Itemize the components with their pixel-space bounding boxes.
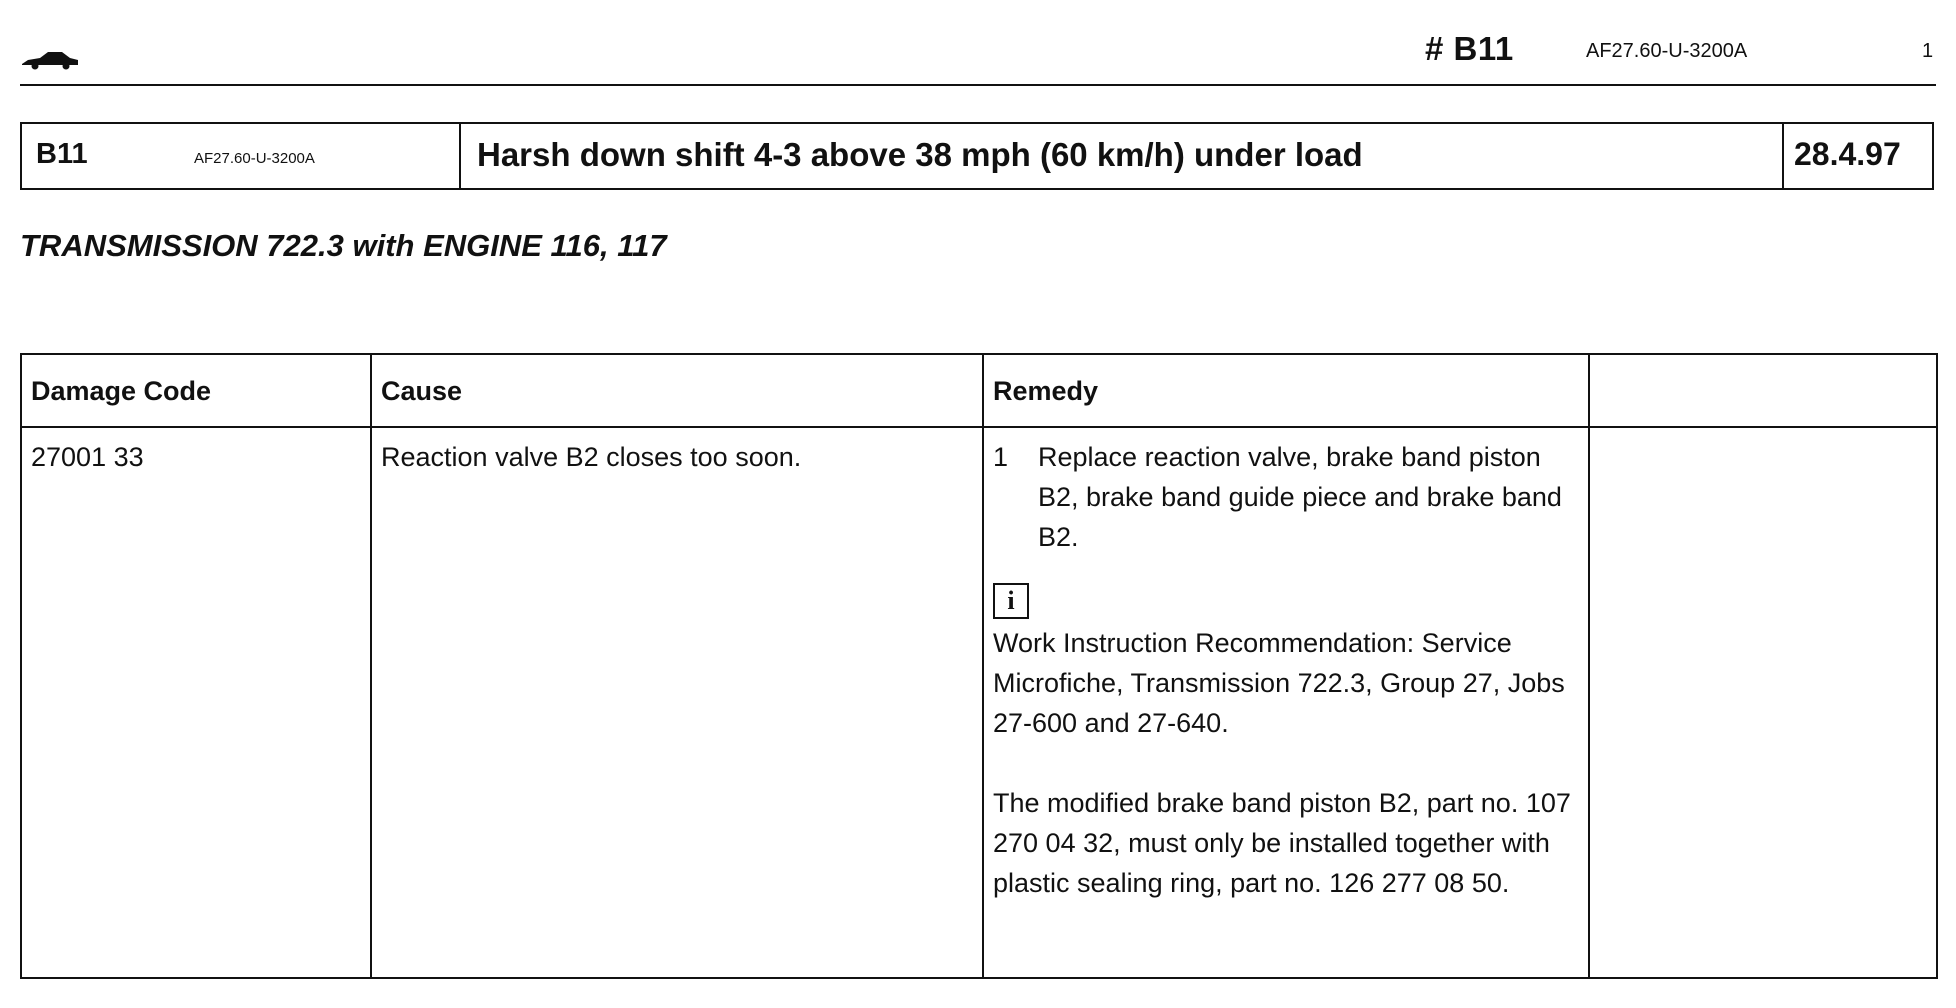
damage-table <box>20 353 1938 979</box>
column-header-damage-code: Damage Code <box>21 354 371 427</box>
column-header-remedy: Remedy <box>983 354 1589 427</box>
column-header-cause: Cause <box>371 354 983 427</box>
remedy-note: The modified brake band piston B2, part no. 107 270 04 32, must only be installed together with plastic sealing ring, part no. 126 277 08 50. <box>993 788 1571 898</box>
header-rule <box>20 84 1936 86</box>
transmission-subheading: TRANSMISSION 722.3 with ENGINE 116, 117 <box>20 228 667 263</box>
table-row <box>21 427 1937 978</box>
car-icon <box>20 48 80 72</box>
remedy-cell <box>983 427 1589 978</box>
remedy-step-number: 1 <box>993 442 1009 472</box>
header-reference: AF27.60-U-3200A <box>1586 40 1748 62</box>
page-number: 1 <box>1922 40 1934 62</box>
title-box-divider <box>1782 124 1784 188</box>
blank-cell <box>1589 427 1937 978</box>
column-header-blank <box>1589 354 1937 427</box>
damage-code-cell: 27001 33 <box>21 427 371 978</box>
work-instruction-recommendation: Work Instruction Recommendation: Service Microfiche, Transmission 722.3, Group 27, Jobs 27-600 and 27-640. <box>993 628 1565 738</box>
remedy-step-text: Replace reaction valve, brake band piston B2, brake band guide piece and brake band B2. <box>1038 442 1562 552</box>
title-box <box>20 122 1934 190</box>
title-box-code: B11 <box>36 138 88 170</box>
table-header-row <box>21 354 1937 427</box>
title-box-divider <box>459 124 461 188</box>
header-code: # B11 <box>1425 30 1514 67</box>
remedy-step <box>993 437 1579 557</box>
cause-cell: Reaction valve B2 closes too soon. <box>371 427 983 978</box>
document-title: Harsh down shift 4-3 above 38 mph (60 km/h) under load <box>477 136 1363 173</box>
info-icon: i <box>993 583 1029 619</box>
document-date: 28.4.97 <box>1794 136 1901 172</box>
title-box-reference: AF27.60-U-3200A <box>194 150 315 167</box>
